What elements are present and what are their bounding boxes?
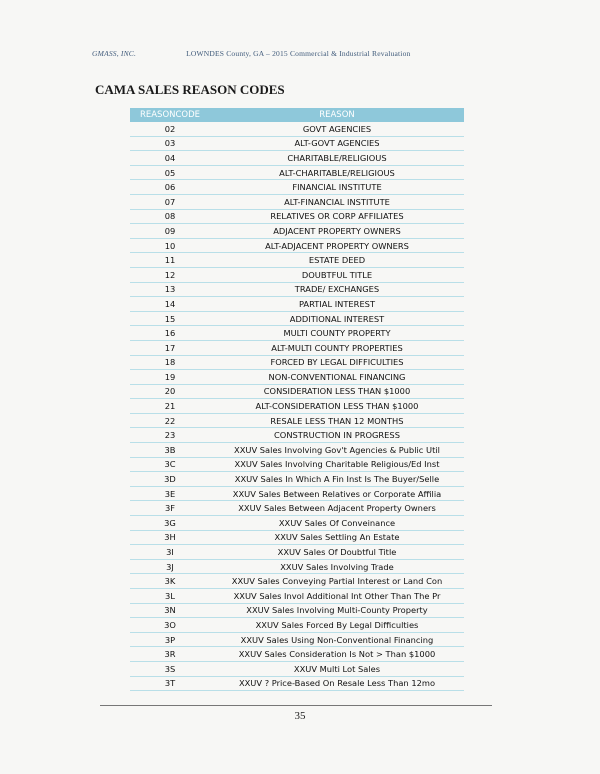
- table-row: [130, 180, 464, 195]
- footer-divider: [100, 705, 492, 706]
- reason-code-cell: 18: [130, 355, 210, 370]
- reason-code-cell: 3K: [130, 574, 210, 589]
- reason-code-cell: 23: [130, 428, 210, 443]
- reason-code-cell: 3C: [130, 457, 210, 472]
- table-row: [130, 661, 464, 676]
- reason-cell: XXUV Sales Involving Charitable Religious/Ed Inst: [210, 457, 464, 472]
- reason-cell: ALT-GOVT AGENCIES: [210, 136, 464, 151]
- reason-cell: TRADE/ EXCHANGES: [210, 282, 464, 297]
- reason-cell: ADDITIONAL INTEREST: [210, 311, 464, 326]
- header-org: GMASS, INC.: [92, 49, 137, 58]
- reason-cell: ADJACENT PROPERTY OWNERS: [210, 224, 464, 239]
- table-row: [130, 486, 464, 501]
- reason-cell: XXUV Sales Between Adjacent Property Owners: [210, 501, 464, 516]
- reason-cell: PARTIAL INTEREST: [210, 297, 464, 312]
- table-row: [130, 340, 464, 355]
- reason-code-cell: 3S: [130, 661, 210, 676]
- table-row: [130, 457, 464, 472]
- reason-code-cell: 13: [130, 282, 210, 297]
- table-row: [130, 516, 464, 531]
- reason-cell: XXUV Sales Involving Gov't Agencies & Public Util: [210, 443, 464, 458]
- header-subtitle: LOWNDES County, GA – 2015 Commercial & Industrial Revaluation: [186, 49, 411, 58]
- reason-cell: XXUV Sales Invol Additional Int Other Than The Pr: [210, 589, 464, 604]
- table-row: [130, 632, 464, 647]
- table-row: [130, 384, 464, 399]
- reason-cell: CHARITABLE/RELIGIOUS: [210, 151, 464, 166]
- table-row: [130, 530, 464, 545]
- table-row: [130, 209, 464, 224]
- reason-code-cell: 22: [130, 413, 210, 428]
- page-header: [92, 49, 410, 58]
- reason-cell: XXUV Sales Conveying Partial Interest or Land Con: [210, 574, 464, 589]
- reason-code-cell: 06: [130, 180, 210, 195]
- reason-code-cell: 08: [130, 209, 210, 224]
- reason-cell: ALT-MULTI COUNTY PROPERTIES: [210, 340, 464, 355]
- table-row: [130, 282, 464, 297]
- table-row: [130, 311, 464, 326]
- table-row: [130, 194, 464, 209]
- reason-code-cell: 11: [130, 253, 210, 268]
- reason-cell: RESALE LESS THAN 12 MONTHS: [210, 413, 464, 428]
- table-row: [130, 151, 464, 166]
- page-number: 35: [294, 710, 306, 722]
- reason-code-cell: 20: [130, 384, 210, 399]
- table-row: [130, 647, 464, 662]
- reason-cell: MULTI COUNTY PROPERTY: [210, 326, 464, 341]
- table-row: [130, 122, 464, 136]
- reason-cell: XXUV Sales Involving Trade: [210, 559, 464, 574]
- table-row: [130, 589, 464, 604]
- column-header-reason: REASON: [210, 108, 464, 122]
- reason-cell: CONSTRUCTION IN PROGRESS: [210, 428, 464, 443]
- reason-code-cell: 03: [130, 136, 210, 151]
- reason-code-cell: 3L: [130, 589, 210, 604]
- reason-code-cell: 3J: [130, 559, 210, 574]
- reason-code-cell: 21: [130, 399, 210, 414]
- reason-cell: XXUV Sales Consideration Is Not > Than $1000: [210, 647, 464, 662]
- reason-code-cell: 02: [130, 122, 210, 136]
- table-row: [130, 574, 464, 589]
- reason-code-cell: 05: [130, 165, 210, 180]
- reason-cell: ESTATE DEED: [210, 253, 464, 268]
- page-title: CAMA SALES REASON CODES: [95, 82, 285, 97]
- reason-cell: DOUBTFUL TITLE: [210, 267, 464, 282]
- table-row: [130, 559, 464, 574]
- table-row: [130, 253, 464, 268]
- table-row: [130, 224, 464, 239]
- reason-code-cell: 3T: [130, 676, 210, 691]
- table-row: [130, 545, 464, 560]
- reason-code-cell: 3H: [130, 530, 210, 545]
- reason-cell: XXUV Sales Forced By Legal Difficulties: [210, 618, 464, 633]
- reason-cell: CONSIDERATION LESS THAN $1000: [210, 384, 464, 399]
- reason-codes-table: [130, 108, 464, 691]
- reason-code-cell: 17: [130, 340, 210, 355]
- reason-code-cell: 19: [130, 370, 210, 385]
- reason-code-cell: 15: [130, 311, 210, 326]
- reason-code-cell: 3F: [130, 501, 210, 516]
- table-row: [130, 413, 464, 428]
- table-row: [130, 355, 464, 370]
- reason-code-cell: 14: [130, 297, 210, 312]
- table-row: [130, 136, 464, 151]
- table-row: [130, 603, 464, 618]
- reason-cell: XXUV Sales In Which A Fin Inst Is The Buyer/Selle: [210, 472, 464, 487]
- table-row: [130, 370, 464, 385]
- reason-code-cell: 3B: [130, 443, 210, 458]
- reason-code-cell: 3E: [130, 486, 210, 501]
- table-row: [130, 326, 464, 341]
- table-row: [130, 618, 464, 633]
- reason-code-cell: 3P: [130, 632, 210, 647]
- reason-code-cell: 09: [130, 224, 210, 239]
- reason-cell: XXUV Sales Of Doubtful Title: [210, 545, 464, 560]
- table-row: [130, 399, 464, 414]
- reason-cell: XXUV Sales Settling An Estate: [210, 530, 464, 545]
- table-row: [130, 472, 464, 487]
- reason-cell: XXUV Sales Between Relatives or Corporate Affilia: [210, 486, 464, 501]
- table-row: [130, 676, 464, 691]
- reason-cell: XXUV Sales Involving Multi-County Property: [210, 603, 464, 618]
- reason-cell: FINANCIAL INSTITUTE: [210, 180, 464, 195]
- reason-cell: ALT-CHARITABLE/RELIGIOUS: [210, 165, 464, 180]
- reason-code-cell: 16: [130, 326, 210, 341]
- reason-cell: ALT-FINANCIAL INSTITUTE: [210, 194, 464, 209]
- reason-cell: XXUV Sales Of Conveinance: [210, 516, 464, 531]
- reason-code-cell: 3G: [130, 516, 210, 531]
- column-header-reasoncode: REASONCODE: [130, 108, 210, 122]
- reason-cell: XXUV Multi Lot Sales: [210, 661, 464, 676]
- reason-cell: RELATIVES OR CORP AFFILIATES: [210, 209, 464, 224]
- reason-cell: ALT-CONSIDERATION LESS THAN $1000: [210, 399, 464, 414]
- table-row: [130, 297, 464, 312]
- reason-code-cell: 10: [130, 238, 210, 253]
- reason-code-cell: 3D: [130, 472, 210, 487]
- reason-code-cell: 3I: [130, 545, 210, 560]
- reason-cell: ALT-ADJACENT PROPERTY OWNERS: [210, 238, 464, 253]
- reason-code-cell: 12: [130, 267, 210, 282]
- table-row: [130, 267, 464, 282]
- reason-cell: XXUV Sales Using Non-Conventional Financing: [210, 632, 464, 647]
- table-header-row: [130, 108, 464, 122]
- table-row: [130, 165, 464, 180]
- table-row: [130, 428, 464, 443]
- reason-code-cell: 3R: [130, 647, 210, 662]
- table-row: [130, 443, 464, 458]
- reason-cell: XXUV ? Price-Based On Resale Less Than 12mo: [210, 676, 464, 691]
- table-row: [130, 238, 464, 253]
- reason-code-cell: 04: [130, 151, 210, 166]
- reason-cell: NON-CONVENTIONAL FINANCING: [210, 370, 464, 385]
- reason-code-cell: 3O: [130, 618, 210, 633]
- reason-code-cell: 07: [130, 194, 210, 209]
- reason-code-cell: 3N: [130, 603, 210, 618]
- table-row: [130, 501, 464, 516]
- reason-cell: GOVT AGENCIES: [210, 122, 464, 136]
- reason-cell: FORCED BY LEGAL DIFFICULTIES: [210, 355, 464, 370]
